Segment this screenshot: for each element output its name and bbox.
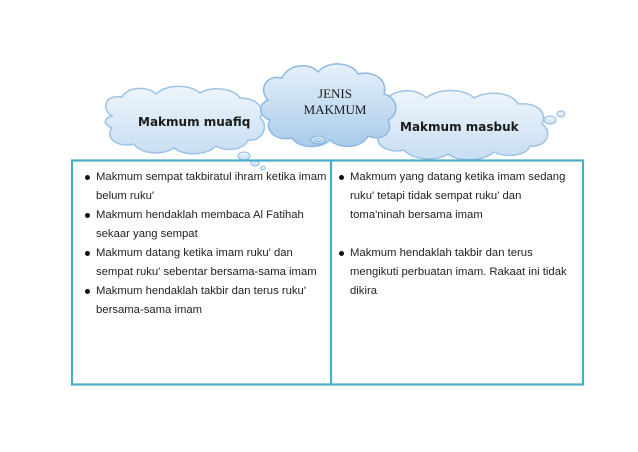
jenis-makmum-title (282, 86, 388, 118)
muafiq-item: Makmum sempat takbiratul ihram ketika imam belum ruku' (82, 168, 328, 206)
jenis-makmum-line-2: MAKMUM (303, 102, 367, 117)
muafiq-list (82, 168, 328, 320)
muafiq-column (82, 168, 328, 320)
masbuk-column (336, 168, 576, 301)
muafiq-item: Makmum hendaklah membaca Al Fatihah sekaar yang sempat (82, 206, 328, 244)
right-cloud-bubble-1 (544, 116, 556, 124)
makmum-muafiq-label: Makmum muafiq (138, 115, 251, 129)
muafiq-item: Makmum hendaklah takbir dan terus ruku' bersama-sama imam (82, 282, 328, 320)
jenis-makmum-line-1: JENIS (318, 86, 352, 101)
masbuk-item: Makmum hendaklah takbir dan terus mengikuti perbuatan imam. Rakaat ini tidak dikira (336, 244, 576, 301)
right-cloud-bubble-2 (557, 111, 565, 117)
masbuk-item: Makmum yang datang ketika imam sedang ruku' tetapi tidak sempat ruku' dan toma'ninah bersama imam (336, 168, 576, 225)
makmum-masbuk-label: Makmum masbuk (400, 120, 519, 134)
left-cloud-bubble-1 (238, 152, 250, 160)
masbuk-list (336, 168, 576, 301)
muafiq-item: Makmum datang ketika imam ruku' dan sempat ruku' sebentar bersama-sama imam (82, 244, 328, 282)
center-cloud-bubble-1 (311, 136, 325, 144)
